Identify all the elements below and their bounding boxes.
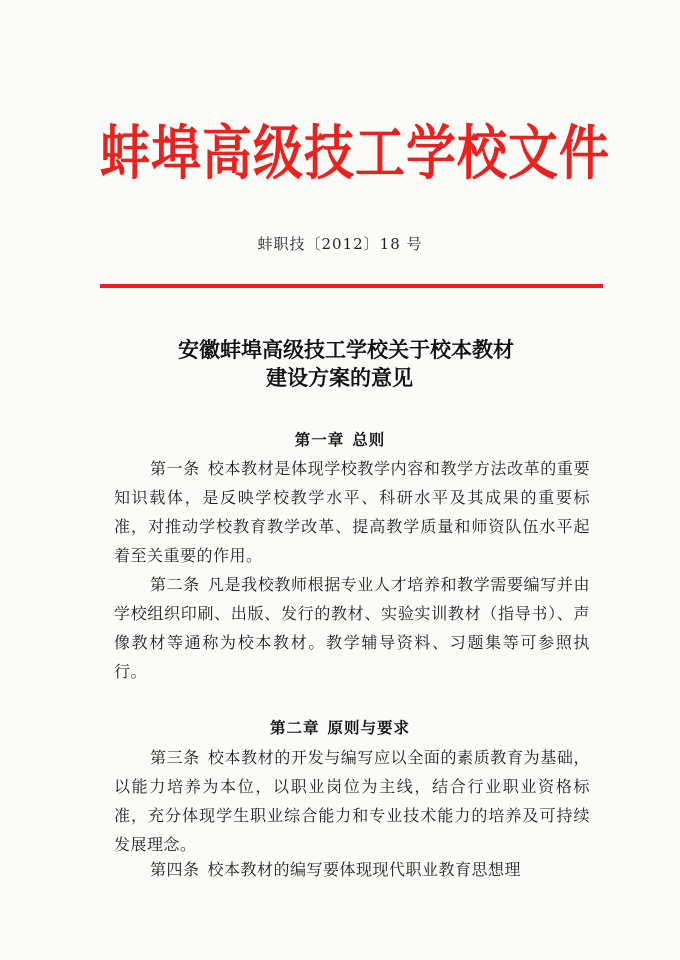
document-title [178, 336, 618, 392]
article-text: 校本教材的开发与编写应以全面的素质教育为基础，以能力培养为本位，以职业岗位为主线，结合行业职业资格标准，充分体现学生职业综合能力和专业技术能力的培养及可持续发展理念。 [114, 748, 590, 854]
article-2 [114, 570, 590, 686]
article-text: 凡是我校教师根据专业人才培养和教学需要编写并由学校组织印刷、出版、发行的教材、实验实训教材（指导书）、声像教材等通称为校本教材。教学辅导资料、习题集等可参照执行。 [114, 575, 590, 681]
article-4 [114, 855, 590, 884]
article-label: 第三条 [150, 748, 200, 767]
chapter-number: 第一章 [294, 431, 345, 449]
article-label: 第四条 [150, 860, 200, 879]
article-label: 第一条 [150, 459, 200, 478]
header-red-rule [100, 284, 603, 288]
article-label: 第二条 [150, 575, 200, 594]
document-number: 蚌职技〔2012〕18 号 [257, 235, 423, 253]
issuer-title: 蚌埠高级技工学校文件 [100, 119, 610, 188]
article-3 [114, 743, 590, 859]
chapter-heading-1 [0, 428, 680, 450]
document-title-line1: 安徽蚌埠高级技工学校关于校本教材 [178, 337, 514, 362]
chapter-name: 总则 [352, 431, 386, 449]
chapter-heading-2 [0, 716, 680, 738]
chapter-number: 第二章 [269, 719, 320, 737]
document-title-line2: 建设方案的意见 [266, 365, 413, 390]
chapter-name: 原则与要求 [327, 719, 411, 737]
article-text: 校本教材是体现学校教学内容和教学方法改革的重要知识载体，是反映学校教学水平、科研水平及其成果的重要标准，对推动学校教育教学改革、提高教学质量和师资队伍水平起着至关重要的作用。 [114, 459, 590, 565]
article-text: 校本教材的编写要体现现代职业教育思想理 [207, 860, 522, 879]
article-1 [114, 454, 590, 570]
